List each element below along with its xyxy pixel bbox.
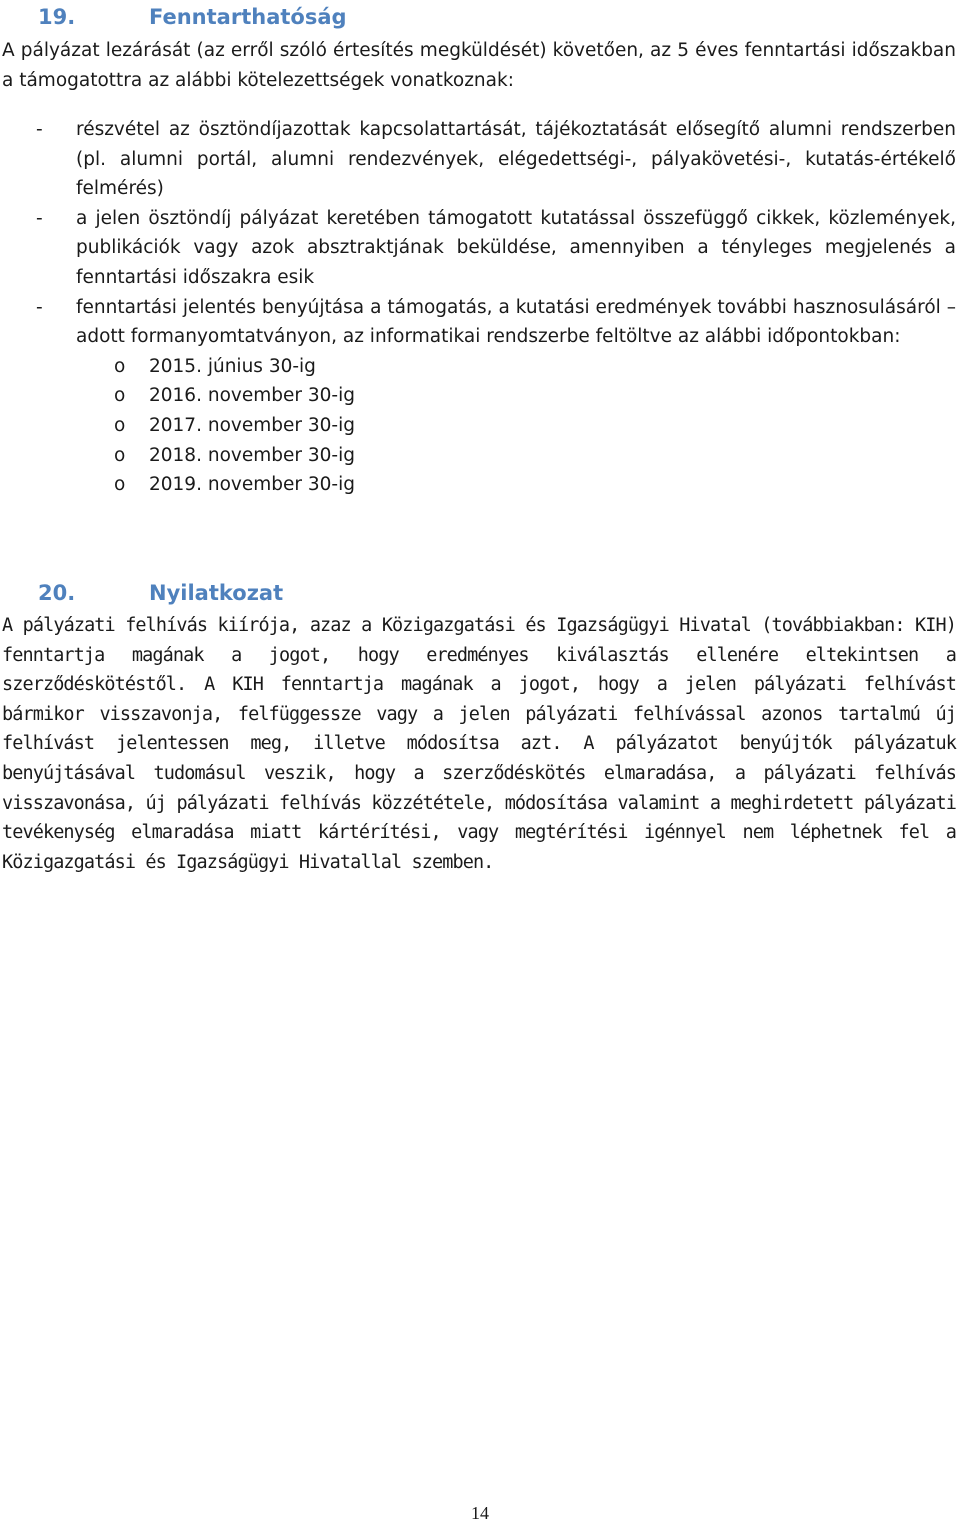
obligation-item [0, 293, 956, 500]
section-19-number: 19. [38, 5, 76, 29]
deadline-text: 2018. november 30-ig [149, 444, 355, 466]
deadline-list [76, 352, 956, 500]
deadline-item [76, 381, 956, 411]
obligation-text: fenntartási jelentés benyújtása a támogatás, a kutatási eredmények további hasznosulásáról – adott formanyomtatványon, az informatikai rendszerbe feltöltve az alábbi időpontokban: [76, 296, 956, 348]
deadline-text: 2015. június 30-ig [149, 355, 316, 377]
deadline-item [76, 352, 956, 382]
deadline-marker: o [114, 355, 126, 377]
obligation-item [0, 204, 956, 293]
deadline-item [76, 441, 956, 471]
bullet-dash: - [36, 207, 43, 229]
deadline-marker: o [114, 474, 126, 496]
obligations-list [0, 115, 956, 500]
deadline-text: 2016. november 30-ig [149, 385, 355, 407]
deadline-marker: o [114, 385, 126, 407]
obligation-text: a jelen ösztöndíj pályázat keretében támogatott kutatással összefüggő cikkek, közlemények, publikációk vagy azok absztraktjának beküldése, amennyiben a tényleges megjelenés a fenntartási időszakra esik [76, 207, 956, 288]
bullet-dash: - [36, 119, 43, 140]
section-19-intro: A pályázat lezárását (az erről szóló értesítés megküldését) követően, az 5 éves fenntartási időszakban a támogatottra az alábbi kötelezettségek vonatkoznak: [2, 40, 956, 91]
deadline-item [76, 411, 956, 441]
deadline-marker: o [114, 414, 126, 436]
section-20-title: Nyilatkozat [149, 581, 284, 605]
section-19-title: Fenntarthatóság [149, 5, 347, 29]
bullet-dash: - [36, 296, 43, 318]
deadline-item [76, 470, 956, 500]
section-20-number: 20. [38, 581, 76, 605]
obligation-item [0, 115, 956, 204]
deadline-marker: o [114, 444, 126, 466]
page-number: 14 [471, 1503, 489, 1523]
obligation-text: részvétel az ösztöndíjazottak kapcsolattartását, tájékoztatását elősegítő alumni rendszerben (pl. alumni portál, alumni rendezvények, elégedettségi-, pályakövetési-, kutatás-értékelő felmérés) [76, 119, 956, 200]
deadline-text: 2017. november 30-ig [149, 414, 355, 436]
deadline-text: 2019. november 30-ig [149, 474, 355, 496]
section-20-body: A pályázati felhívás kiírója, azaz a Közigazgatási és Igazságügyi Hivatal (továbbiakban: KIH) fenntartja magának a jogot, hogy eredményes kiválasztás ellenére eltekintsen a szerződéskötéstől. A KIH fenntartja magának a jogot, hogy a jelen pályázati felhívást bármikor visszavonja, felfüggessze vagy a jelen pályázati felhívással azonos tartalmú új felhívást jelentessen meg, illetve módosítsa azt. A pályázatot benyújtók pályázatuk benyújtásával tudomásul veszik, hogy a szerződéskötés elmaradása, a pályázati felhívás visszavonása, új pályázati felhívás közzététele, módosítása valamint a meghirdetett pályázati tevékenység elmaradása miatt kártérítési, vagy megtérítési igénnyel nem léphetnek fel a Közigazgatási és Igazságügyi Hivatallal szemben. [2, 615, 956, 873]
